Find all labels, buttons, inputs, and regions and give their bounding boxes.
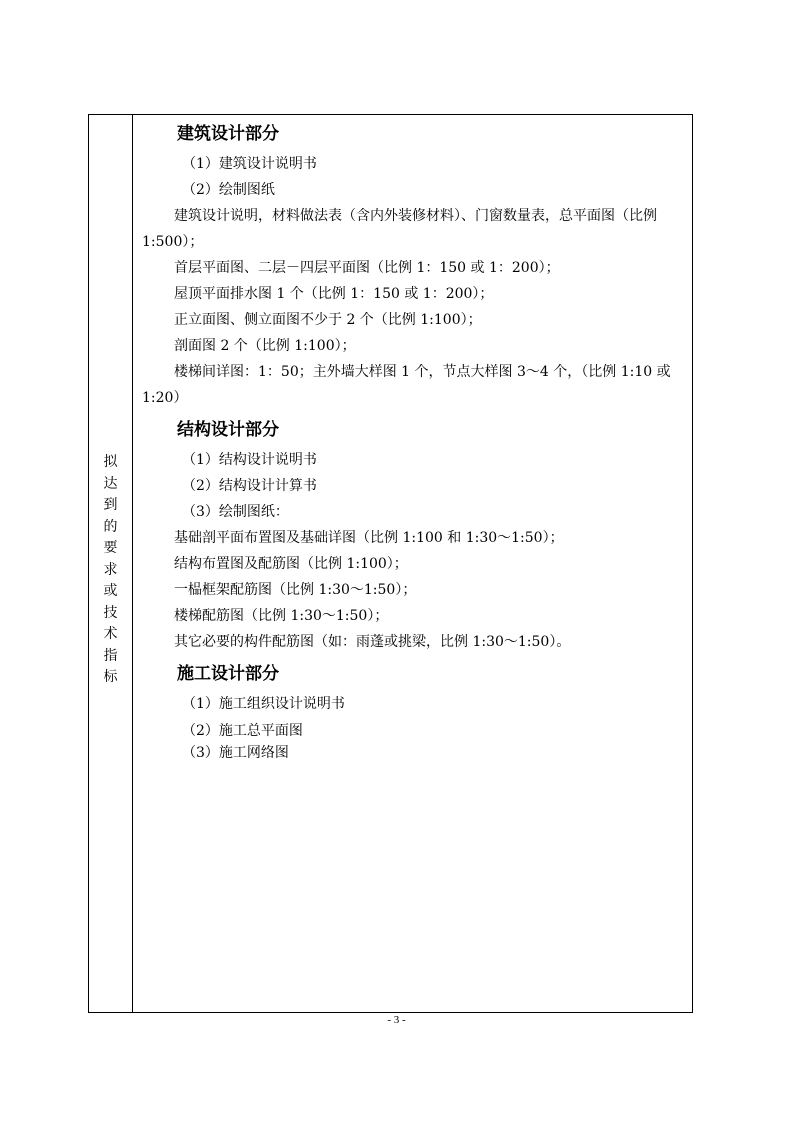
column-divider (132, 115, 133, 1012)
list-item: （2）施工总平面图 (182, 723, 303, 739)
list-item: （2）结构设计计算书 (182, 478, 317, 494)
list-item: （1）施工组织设计说明书 (182, 696, 345, 712)
list-item: 楼梯间详图：1：50；主外墙大样图 1 个，节点大样图 3～4 个，（比例 1:10 或 1:20） (142, 364, 671, 406)
side-label-char: 指 (103, 647, 118, 664)
side-label-char: 术 (103, 626, 118, 642)
section-title: 结构设计部分 (177, 420, 279, 440)
list-item: （3）绘制图纸： (182, 504, 289, 520)
list-item: 首层平面图、二层－四层平面图（比例 1：150 或 1：200）； (174, 260, 560, 276)
list-item: 屋顶平面排水图 1 个（比例 1：150 或 1：200）； (174, 286, 494, 302)
list-item: 基础剖平面布置图及基础详图（比例 1:100 和 1:30～1:50）； (174, 530, 564, 546)
list-item: 结构布置图及配筋图（比例 1:100）； (174, 556, 408, 572)
side-label-char: 达 (103, 475, 118, 492)
page-number: - 3 - (387, 1014, 406, 1026)
section-construction (142, 659, 687, 763)
list-item: （1）结构设计说明书 (182, 452, 317, 468)
requirements-table (88, 114, 693, 1013)
content-cell (142, 119, 687, 763)
side-label-char: 要 (103, 540, 118, 556)
list-item: 建筑设计说明，材料做法表（含内外装修材料）、门窗数量表，总平面图（比例 1:500）； (142, 208, 657, 250)
list-item: （2）绘制图纸 (182, 182, 275, 198)
side-label-column (89, 452, 132, 689)
section-architecture (142, 119, 687, 411)
side-label-char: 拟 (103, 454, 118, 470)
side-label-char: 或 (103, 583, 118, 599)
list-item: 一榀框架配筋图（比例 1:30～1:50）； (174, 582, 417, 598)
list-item: 其它必要的构件配筋图（如：雨蓬或挑梁，比例 1:30～1:50）。 (174, 634, 571, 650)
side-label-char: 求 (103, 561, 118, 578)
side-label-char: 的 (103, 518, 118, 535)
side-label-char: 到 (103, 497, 118, 513)
list-item: 正立面图、侧立面图不少于 2 个（比例 1:100）； (174, 312, 482, 328)
list-item: （1）建筑设计说明书 (182, 156, 317, 172)
list-item: 楼梯配筋图（比例 1:30～1:50）； (174, 608, 389, 624)
side-label-char: 标 (103, 669, 118, 685)
section-title: 施工设计部分 (177, 664, 279, 684)
section-title: 建筑设计部分 (177, 124, 279, 144)
section-structure (142, 415, 687, 655)
side-label-char: 技 (103, 604, 118, 621)
list-item: 剖面图 2 个（比例 1:100）； (174, 338, 356, 354)
list-item: （3）施工网络图 (182, 745, 289, 761)
